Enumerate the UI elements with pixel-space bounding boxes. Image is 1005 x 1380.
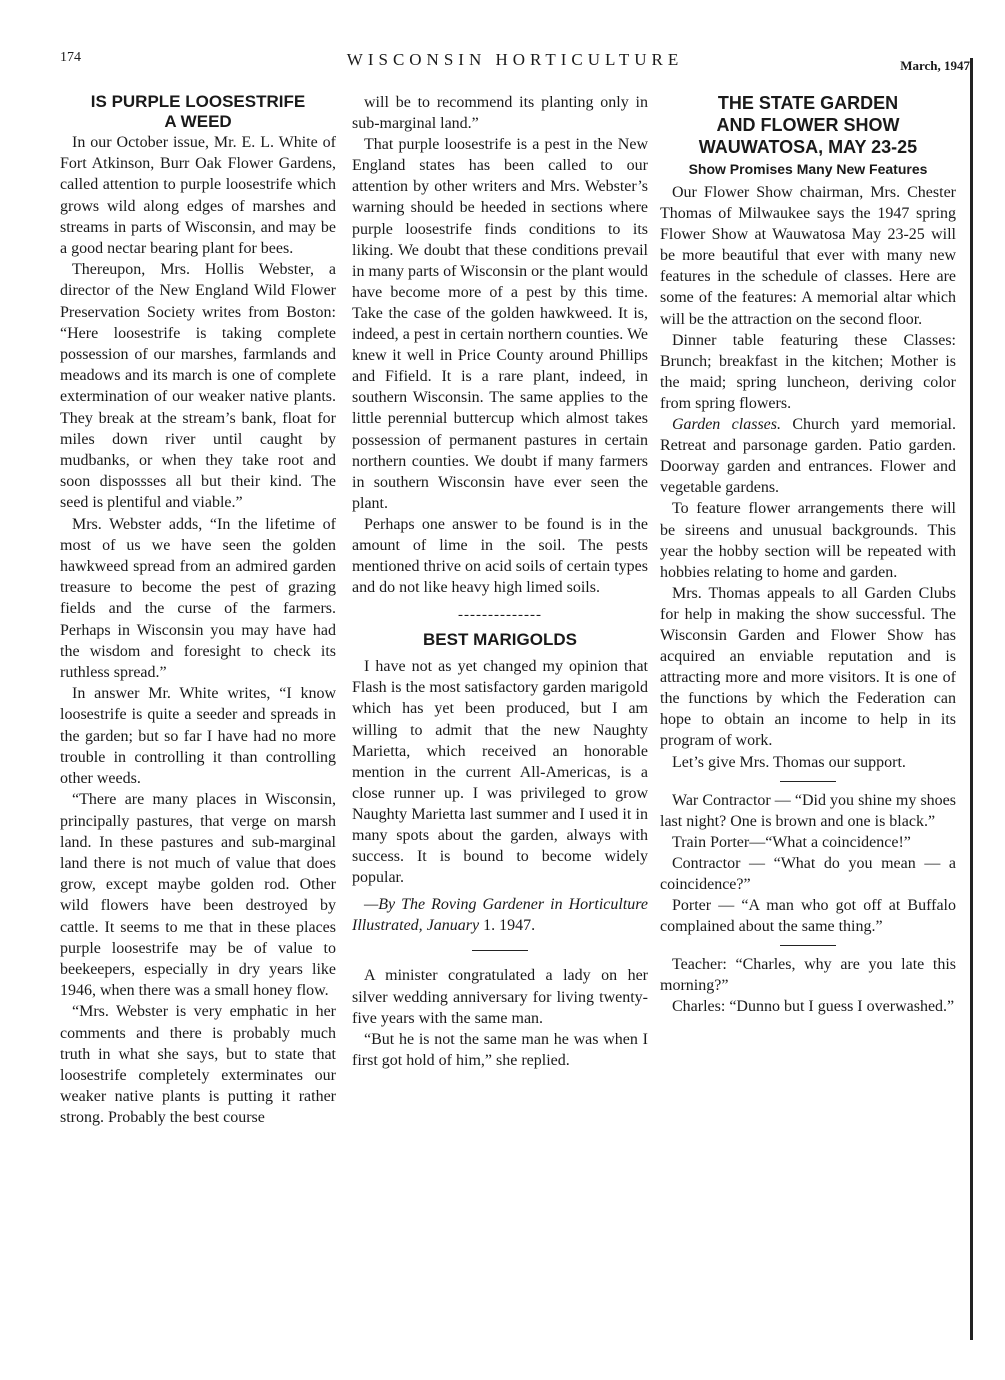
article-subtitle: Show Promises Many New Features xyxy=(688,161,928,177)
paragraph: I have not as yet changed my opinion that Flash is the most satisfactory garden marigold which has yet been produced, but I am willing to admit that the new Naughty Marietta, which received an honorable mention in the current All-Americas, is a close runner up. I was privileged to grow Naughty Marietta last summer and I used it in many spots about the garden, always with success. It is bound to become widely popular. xyxy=(352,658,648,887)
paragraph: Perhaps one answer to be found is in the amount of lime in the soil. The pests mentioned thrive on acid soils of certain types and do not like heavy high limed soils. xyxy=(352,515,648,597)
paragraph: Our Flower Show chairman, Mrs. Chester Thomas of Milwaukee says the 1947 spring Flower Show at Wauwatosa May 23-25 will be more beautiful that ever with many new features in the schedule of classes. Here are some of the features: A memorial altar which will be the attraction on the second floor. xyxy=(660,184,956,328)
joke-line: Porter — “A man who got off at Buffalo complained about the same thing.” xyxy=(660,897,956,936)
divider-rule xyxy=(780,781,836,782)
article-title-flower-show-line2: AND FLOWER SHOW xyxy=(716,115,900,135)
paragraph: Thereupon, Mrs. Hollis Webster, a director of the New England Wild Flower Preservation Society writes from Boston: “Here loosestrife is taking complete possession of our marshes, farmlands and meadows and its march is one of complete extermination of our weaker native plants. They break at the stream’s bank, float for miles down river until caught by mudbanks, or when they take root and soon dispossses all but their kind. The seed is plentiful and viable.” xyxy=(60,261,336,512)
article-title-loosestrife-line1: IS PURPLE LOOSESTRIFE xyxy=(90,92,306,111)
paragraph xyxy=(660,414,956,498)
paragraph: A minister congratulated a lady on her silver wedding anniversary for living twenty-five years with the same man. xyxy=(352,967,648,1027)
divider-rule xyxy=(780,945,836,946)
paragraph: Mrs. Thomas appeals to all Garden Clubs for help in making the show successful. The Wisconsin Garden and Flower Show has acquired an enviable reputation and is attracting more and more visitors. It is one of the functions by which the Federation can hope to obtain an income to help in its program of work. xyxy=(660,584,956,750)
page-header xyxy=(60,50,970,76)
credit-year: 1. 1947. xyxy=(483,917,536,935)
paragraph: That purple loosestrife is a pest in the New England states has been called to our attention by other writers and Mrs. Webster’s warning should be heeded in sections where purple loosestrife finds conditions to its liking. We doubt that these conditions prevail in many parts of Wisconsin or the plant would have become more of a pest by this time. Take the case of the golden hawkweed. It is, indeed, a pest in certain northern counties. We knew it well in Price County around Phillips and Fifield. It is a rare plant, indeed, in southern Wisconsin. The same applies to the little perennial buttercup which almost takes possession of permanent pastures in certain northern counties. We doubt if many farmers in southern Wisconsin have ever seen the plant. xyxy=(352,136,648,512)
joke-line: Contractor — “What do you mean — a coincidence?” xyxy=(660,854,956,893)
column-1 xyxy=(60,92,336,1129)
paragraph: Mrs. Webster adds, “In the lifetime of most of us we have seen the golden hawkweed spread from an admired garden treasure to become the pest of grazing fields and the curse of the farmers. Perhaps in Wisconsin you may have had the wisdom and foresight to check its ruthless spread.” xyxy=(60,515,336,682)
credit-text: —By The Roving Gardener in Horticulture Illustrated, January xyxy=(352,896,648,935)
divider-rule xyxy=(472,950,528,951)
paragraph: “But he is not the same man he was when I first got hold of him,” she replied. xyxy=(352,1030,648,1069)
column-2 xyxy=(352,92,648,1071)
joke-line: Train Porter—“What a coincidence!” xyxy=(672,833,911,851)
article-title-loosestrife-line2: A WEED xyxy=(164,112,232,131)
paragraph: Dinner table featuring these Classes: Brunch; breakfast in the kitchen; Mother is the maid; spring luncheon, deriving color from spring flowers. xyxy=(660,331,956,412)
garden-classes-text: Church yard memorial. Retreat and parsonage garden. Patio garden. Doorway garden and entrances. Flower and vegetable gardens. xyxy=(660,416,956,497)
paragraph: To feature flower arrangements there will be sireens and unusual backgrounds. This year the hobby section will be repeated with hobbies relating to home and garden. xyxy=(660,500,956,581)
paragraph: Let’s give Mrs. Thomas our support. xyxy=(672,753,906,771)
right-margin-rule xyxy=(970,58,973,1340)
masthead: WISCONSIN HORTICULTURE xyxy=(346,50,684,69)
joke-line: Teacher: “Charles, why are you late this morning?” xyxy=(660,956,956,995)
paragraph: In our October issue, Mr. E. L. White of Fort Atkinson, Burr Oak Flower Gardens, called attention to purple loosestrife which grows wild along edges of marshes and streams in parts of Wisconsin, and may be a good nectar bearing plant for bees. xyxy=(60,134,336,258)
column-3 xyxy=(660,92,956,1018)
article-title-marigolds: BEST MARIGOLDS xyxy=(423,630,577,650)
paragraph: will be to recommend its planting only in sub-marginal land.” xyxy=(352,94,648,133)
page-number: 174 xyxy=(60,50,81,65)
section-divider: -------------- xyxy=(458,607,542,624)
paragraph: “Mrs. Webster is very emphatic in her comments and there is probably much truth in what she says, but to state that loosestrife completely exterminates our weaker native plants is putting it rather strong. Probably the best course xyxy=(60,1003,336,1127)
issue-date: March, 1947 xyxy=(900,58,970,73)
article-title-flower-show-line3: WAUWATOSA, MAY 23-25 xyxy=(698,137,918,157)
garden-classes-label: Garden classes. xyxy=(672,416,781,434)
article-credit xyxy=(352,894,648,936)
paragraph: In answer Mr. White writes, “I know loosestrife is quite a seeder and spreads in the garden; but so far I have had no more trouble in controlling it than controlling other weeds. xyxy=(60,685,336,788)
article-title-flower-show-line1: THE STATE GARDEN xyxy=(717,93,899,113)
paragraph: “There are many places in Wisconsin, principally pastures, that verge on marsh land. In these pastures and sub-marginal land there is not much of value that does grow, except maybe golden rod. Other wild flowers have been destroyed by cattle. It seems to me that in these places purple loosestrife may be of value to beekeepers, especially in dry years like 1946, when there was a small honey flow. xyxy=(60,791,336,1000)
joke-line: Charles: “Dunno but I guess I overwashed.” xyxy=(672,998,955,1016)
joke-line: War Contractor — “Did you shine my shoes last night? One is brown and one is black.” xyxy=(660,791,956,830)
